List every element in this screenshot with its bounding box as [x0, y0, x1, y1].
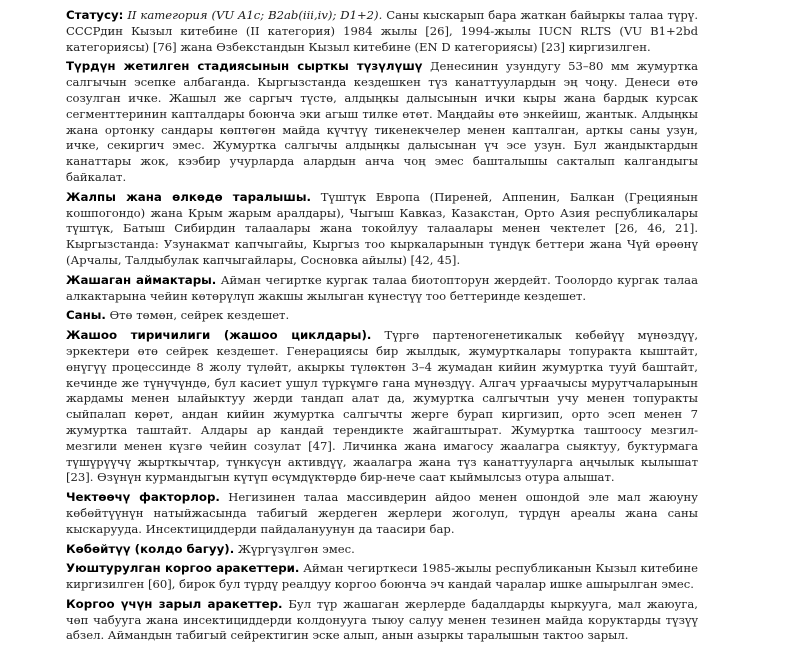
section-heading: Жашоо тиричилиги (жашоо циклдары). — [66, 328, 372, 343]
section-text: Негизинен талаа массивдерин айдоо менен ошондой эле мал жаюуну көбөйтүүнүн натыйжасында табигый жердеген жерлери жоголуп, түрдүн ареалы жана саны кыскарууда. Инсектициддерди пайдалануунун да таасири бар. — [66, 490, 699, 536]
section-text: Айман чегиртке кургак талаа биотопторун жердейт. Тоолордо кургак талаа алкактарына чейин көтөрүлүп жакшы жылыган күнестүү тоо беттеринде кездешет. — [66, 272, 698, 303]
section-distribution — [66, 190, 698, 269]
section-required-actions — [66, 597, 698, 644]
section-limiting-factors — [66, 490, 698, 537]
section-heading: Уюштурулган коргоо аракеттери. — [66, 561, 300, 576]
section-text: Жүргүзүлгөн эмес. — [237, 541, 355, 556]
section-heading: Статусу: — [66, 8, 124, 22]
section-conservation-measures — [66, 561, 698, 593]
section-heading: Көбөйтүү (колдо багуу). — [66, 541, 235, 556]
section-abundance — [66, 308, 698, 324]
section-heading: Жалпы жана өлкөдө таралышы. — [66, 189, 311, 204]
section-heading: Чектөөчү факторлор. — [66, 490, 220, 505]
section-heading: Саны. — [66, 308, 106, 323]
status-category: II категория (VU A1c; B2ab(iii,iv); D1+2). — [127, 8, 383, 22]
section-text: Өтө төмөн, сейрек кездешет. — [109, 308, 290, 323]
section-heading: Түрдүн жетилген стадиясынын сырткы түзүлүшү — [66, 59, 423, 74]
section-text: Денесинин узундугу 53–80 мм жумуртка салгычын эсепке албаганда. Кыргызстанда кездешкен түз канаттуулардын эң чоңу. Денеси өтө созулган ичке. Жашыл же саргыч түстө, алдыңкы далысынын ички кыры жана бардык курсак сегменттеринин капталдары боюнча эки агыш тилке өтөт. Маңдайы өтө энкейиш, жантык. Алдыңкы жана ортонку сандары көптөгөн майда күчтүү тикенекчелер менен капталган, арткы саны узун, ичке, секиргич эмес. Жумуртка салгычы алдыңкы далысынан үч эсе узун. Бул жандыктардын канаттары жок, кээбир учурларда алардын анча чоң эмес башталышы сакталып калгандыгы байкалат. — [66, 59, 698, 184]
section-text: Саны кыскарып бара жаткан байыркы талаа түрү. СССРдин Кызыл китебине (II категория) 1984 жылы [26], 1994-жылы IUCN RLTS (VU B1+2bd категориясы) [76] жана Өзбекстандын Кызыл китебине (EN D категориясы) [23] киргизилген. — [66, 8, 698, 54]
section-heading: Коргоо үчүн зарыл аракеттер. — [66, 596, 283, 611]
section-text: Түргө партеногенетикалык көбөйүү мүнөздүү, эркектери өтө сейрек кездешет. Генерациясы бир жылдык, жумурткалары топуракта кыштайт, өнүгүү процессинде 8 жолу түлөйт, акыркы түлөктөн 3–4 жумадан кийин жумуртка тууй баштайт, кечинде же түнүчүндө, бул касиет ушул түркүмгө гана мүнөздүү. Алгач урғаачысы мурутчаларынын жардамы менен ылайыктуу жерди тандап алат да, жумуртка салгычтын учу менен топуракты сыйпалап көрөт, андан кийин жумуртка салгычты жерге бурап киргизип, орто эсеп менен 7 жумуртка таштайт. Алдары ар кандай терендикте жайгаштырат. Жумуртка таштоосу мезгил-мезгили менен күзгө чейин созулат [47]. Личинка жана имагосу жаалагра сыяктуу, буктурмага түшүрүүчү жырткычтар, түнкүсүн активдүү, жаалагра жана түз канаттууларга аңчылык кылышат [23]. Өзүнүн курмандыгын күтүп өсүмдүктөрдө бир-нече саат кыймылсыз отура алышат. — [66, 328, 699, 485]
section-habitat — [66, 273, 698, 305]
section-text: Айман чегирткеси 1985-жылы республиканын Кызыл китебине киргизилген [60], бирок бул түрдү реалдуу коргоо боюнча эч кандай чаралар ишке ашырылган эмес. — [66, 561, 699, 592]
section-heading: Жашаган аймактары. — [66, 272, 217, 287]
section-status — [66, 8, 698, 55]
section-life-cycle — [66, 328, 698, 486]
document-page — [66, 8, 698, 648]
section-morphology — [66, 59, 698, 185]
section-text: Түштүк Европа (Пиреней, Аппенин, Балкан (Грециянын кошпогондо) жана Крым жарым аралдары), Чыгыш Кавказ, Казакстан, Орто Азия республикалары түштүк, Батыш Сибирдин талаалары жана токойлуу талаалары менен чектелет [26, 46, 21]. Кыргызстанда: Узунакмат капчыгайы, Кыргыз тоо кыркаларынын түндүк беттери жана Чүй өрөөнү (Арчалы, Талдыбулак капчыгайлары, Сосновка айылы) [42, 45]. — [66, 189, 699, 267]
section-text: Бул түр жашаган жерлерде бадалдарды кыркууга, мал жаюуга, чөп чабууга жана инсектициддерди колдонууга тыюу салуу менен тезинен майда коруктарды түзүү абзел. Аймандын табигый сейректигин эске алып, анын азыркы таралышын тактоо зарыл. — [66, 596, 698, 643]
section-captive-breeding — [66, 542, 698, 558]
